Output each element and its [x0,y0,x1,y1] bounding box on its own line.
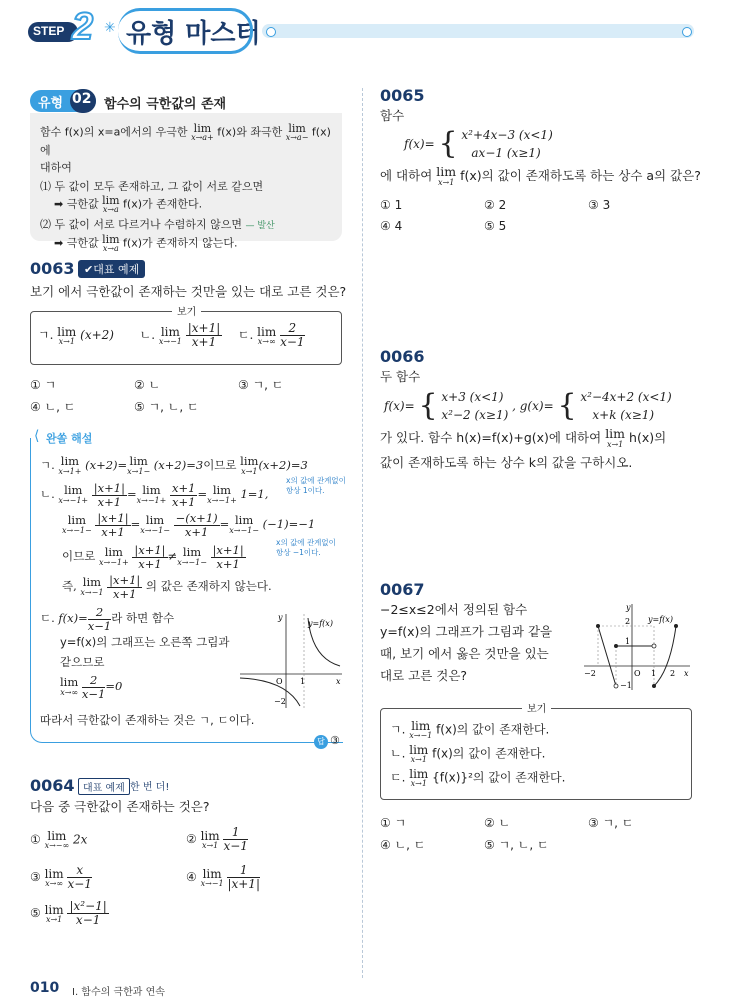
choice[interactable]: ④ 4 [380,219,403,233]
intro-0066: 두 함수 [380,369,421,384]
header-bar [262,24,694,38]
choice[interactable]: ⑤ lim x→1 $\frac{\text{|x²−1|}}{x-1}$ [30,899,107,928]
choice[interactable]: ② 2 [484,198,507,212]
svg-text:1: 1 [625,637,631,646]
graph-tick-1: 1 [300,677,306,686]
choice[interactable]: ② lim x→1 $\frac{1}{x-1}$ [186,825,248,854]
graph-function-label: y=f(x) [648,615,673,624]
solution-conclusion: 따라서 극한값이 존재하는 것은 ㄱ, ㄷ이다. [40,713,255,727]
question-0063: 보기 에서 극한값이 존재하는 것만을 있는 대로 고른 것은? [30,284,347,299]
solution-n-line3: 이므로 lim x→−1+ $\frac{|x+1|}{x+1}$ ≠ lim x→−1− $\frac{|x+1|}{x+1}$ [62,543,244,571]
svg-text:−2: −2 [584,669,596,678]
page-title: 유형 마스터 [126,19,261,49]
bogi-items-0063: ㄱ. lim x→1 (x+2) ㄴ. lim x→−1 $\frac{|x+1|}{x+1}$ ㄷ. lim x→∞ $\frac{2}{x-1}$ [38,321,305,350]
solution-n-line1: ㄴ. lim x→−1+ $\frac{|x+1|}{x+1}$ = lim x→−1+ $\frac{x+1}{x+1}$ = lim x→−1+ 1=1, [40,481,269,509]
graph-origin: O [276,677,283,686]
solution-d-line4: lim x→∞ $\frac{2}{x-1}$ =0 [60,673,123,701]
statement-3: ㄷ. lim x→1 {f(x)}²의 값이 존재한다. [390,767,566,788]
header-dot [682,27,692,37]
choice[interactable]: ③ ㄱ, ㄷ [588,816,634,830]
svg-text:O: O [634,669,641,678]
chapter-label: Ⅰ. 함수의 극한과 연속 [72,987,165,998]
choice[interactable]: ① 1 [380,198,403,212]
svg-text:x: x [684,669,689,678]
solution-d-line2: y=f(x)의 그래프는 오른쪽 그림과 [60,635,230,649]
svg-text:−1: −1 [620,681,632,690]
choice[interactable]: ② ㄴ [134,378,161,392]
type-number: 02 [72,91,92,107]
question-0066-cont: 값이 존재하도록 하는 상수 k의 값을 구하시오. [380,455,633,470]
solution-header: 완쏠 해설 [46,432,93,445]
solution-n-line4: 즉, lim x→−1 $\frac{|x+1|}{x+1}$ 의 값은 존재하지 않는다. [62,573,272,601]
graph-x-label: x [336,677,341,686]
piecewise-0066: f(x)= { x+3 (x<1) x²−2 (x≥1) , g(x)= { x²−4x+2 (x<1) x+k (x≥1) [384,388,672,423]
bogi-label-0063: 보기 [172,303,201,318]
problem-number-0067: 0067 [380,580,425,599]
choice[interactable]: ⑤ 5 [484,219,507,233]
statement-2: ㄴ. lim x→1 f(x)의 값이 존재한다. [390,743,546,764]
problem-number-0066: 0066 [380,347,425,366]
choice[interactable]: ③ ㄱ, ㄷ [238,378,284,392]
step-label: STEP [33,24,65,38]
graph-function-label: y=f(x) [308,619,333,628]
statement-1: ㄱ. lim x→−1 f(x)의 값이 존재한다. [390,719,550,740]
svg-text:1: 1 [651,669,657,678]
solution-header-icon: ⟨ [34,428,40,444]
intro-0065: 함수 [380,108,405,123]
type-badge-label: 유형 [38,96,64,111]
solution-graph [236,610,346,710]
step-number: 2 [72,6,94,48]
graph-curve-left [240,678,300,706]
problem-number-0064: 0064 [30,776,75,795]
piecewise-0065: f(x)= { x²+4x−3 (x<1) ax−1 (x≥1) [404,126,553,161]
choice[interactable]: ③ 3 [588,198,611,212]
graph-y-label: y [278,613,283,622]
answer-value: ③ [330,734,340,747]
header-dot [266,27,276,37]
choice[interactable]: ④ ㄴ, ㄷ [30,400,76,414]
solution-note2: x의 값에 관계없이 항상 −1이다. [276,538,336,557]
page-number: 010 [30,980,60,996]
question-0067-line2: y=f(x)의 그래프가 그림과 같을 [380,624,553,639]
choice[interactable]: ⑤ ㄱ, ㄴ, ㄷ [134,400,199,414]
bogi-label-0067: 보기 [522,700,551,715]
choice[interactable]: ④ lim x→−1 $\frac{1}{|x+1|}$ [186,863,260,892]
question-0066: 가 있다. 함수 h(x)=f(x)+g(x)에 대하여 lim x→1 h(x)의 [380,426,667,449]
solution-note1: x의 값에 관계없이 항상 1이다. [286,476,346,495]
problem-number-0063: 0063 [30,259,75,278]
header-ring [118,8,253,54]
question-0067-line3: 때, 보기 에서 옳은 것만을 있는 [380,646,549,661]
sparkle-icon: ✳ [104,20,116,36]
svg-text:2: 2 [625,617,631,626]
choice[interactable]: ① ㄱ [30,378,57,392]
solution-n-line2: lim x→−1− $\frac{|x+1|}{x+1}$ = lim x→−1− $\frac{-(x+1)}{x+1}$ = lim x→−1− (−1)=−1 [62,511,316,539]
choice[interactable]: ① lim x→−∞ 2x [30,829,88,850]
representative-tag: 대표 예제 [78,778,130,795]
svg-text:2: 2 [670,669,676,678]
answer-badge: 답 [314,735,328,749]
choice[interactable]: ① ㄱ [380,816,407,830]
problem-number-0065: 0065 [380,86,425,105]
graph-tick-m2: −2 [274,697,286,706]
solution-d-line1: ㄷ. f(x)= $\frac{2}{x-1}$ 라 하면 함수 [40,605,175,633]
type-title: 함수의 극한값의 존재 [104,97,227,112]
solution-d-line3: 같으므로 [60,655,105,669]
question-0065: 에 대하여 lim x→1 f(x)의 값이 존재하도록 하는 상수 a의 값은? [380,164,701,187]
column-divider [362,88,363,978]
graph-0067 [582,600,694,692]
choice[interactable]: ② ㄴ [484,816,511,830]
type-box-text: 함수 f(x)의 x=a에서의 우극한 lim x→a+ f(x)와 좌극한 lim x→a− f(x)에 대하여 ⑴ 두 값이 모두 존재하고, 그 값이 서로 같으면 ➡ 극한값 lim x→a f(x)가 존재한다. ⑵ 두 값이 서로 다르거나 수렴하지 않으면 — 발산 ➡ 극한값 lim x→a f(x)가 존재하지 않는다. [40,122,331,254]
graph-y-label: y [626,603,631,612]
choice[interactable]: ④ ㄴ, ㄷ [380,838,426,852]
choice[interactable]: ⑤ ㄱ, ㄴ, ㄷ [484,838,549,852]
question-0067-line1: −2≤x≤2에서 정의된 함수 [380,602,528,617]
representative-tag: ✔대표 예제 [78,260,145,278]
question-0067-line4: 대로 고른 것은? [380,668,468,683]
solution-g-line: ㄱ. lim x→1+ (x+2)= lim x→1− (x+2)=3이므로 lim x→1 (x+2)=3 [40,454,308,476]
graph-segment-1 [598,626,616,686]
again-tag: 한 번 더! [130,782,170,793]
choice[interactable]: ③ lim x→∞ $\frac{x}{x-1}$ [30,863,92,892]
question-0064: 다음 중 극한값이 존재하는 것은? [30,799,210,814]
